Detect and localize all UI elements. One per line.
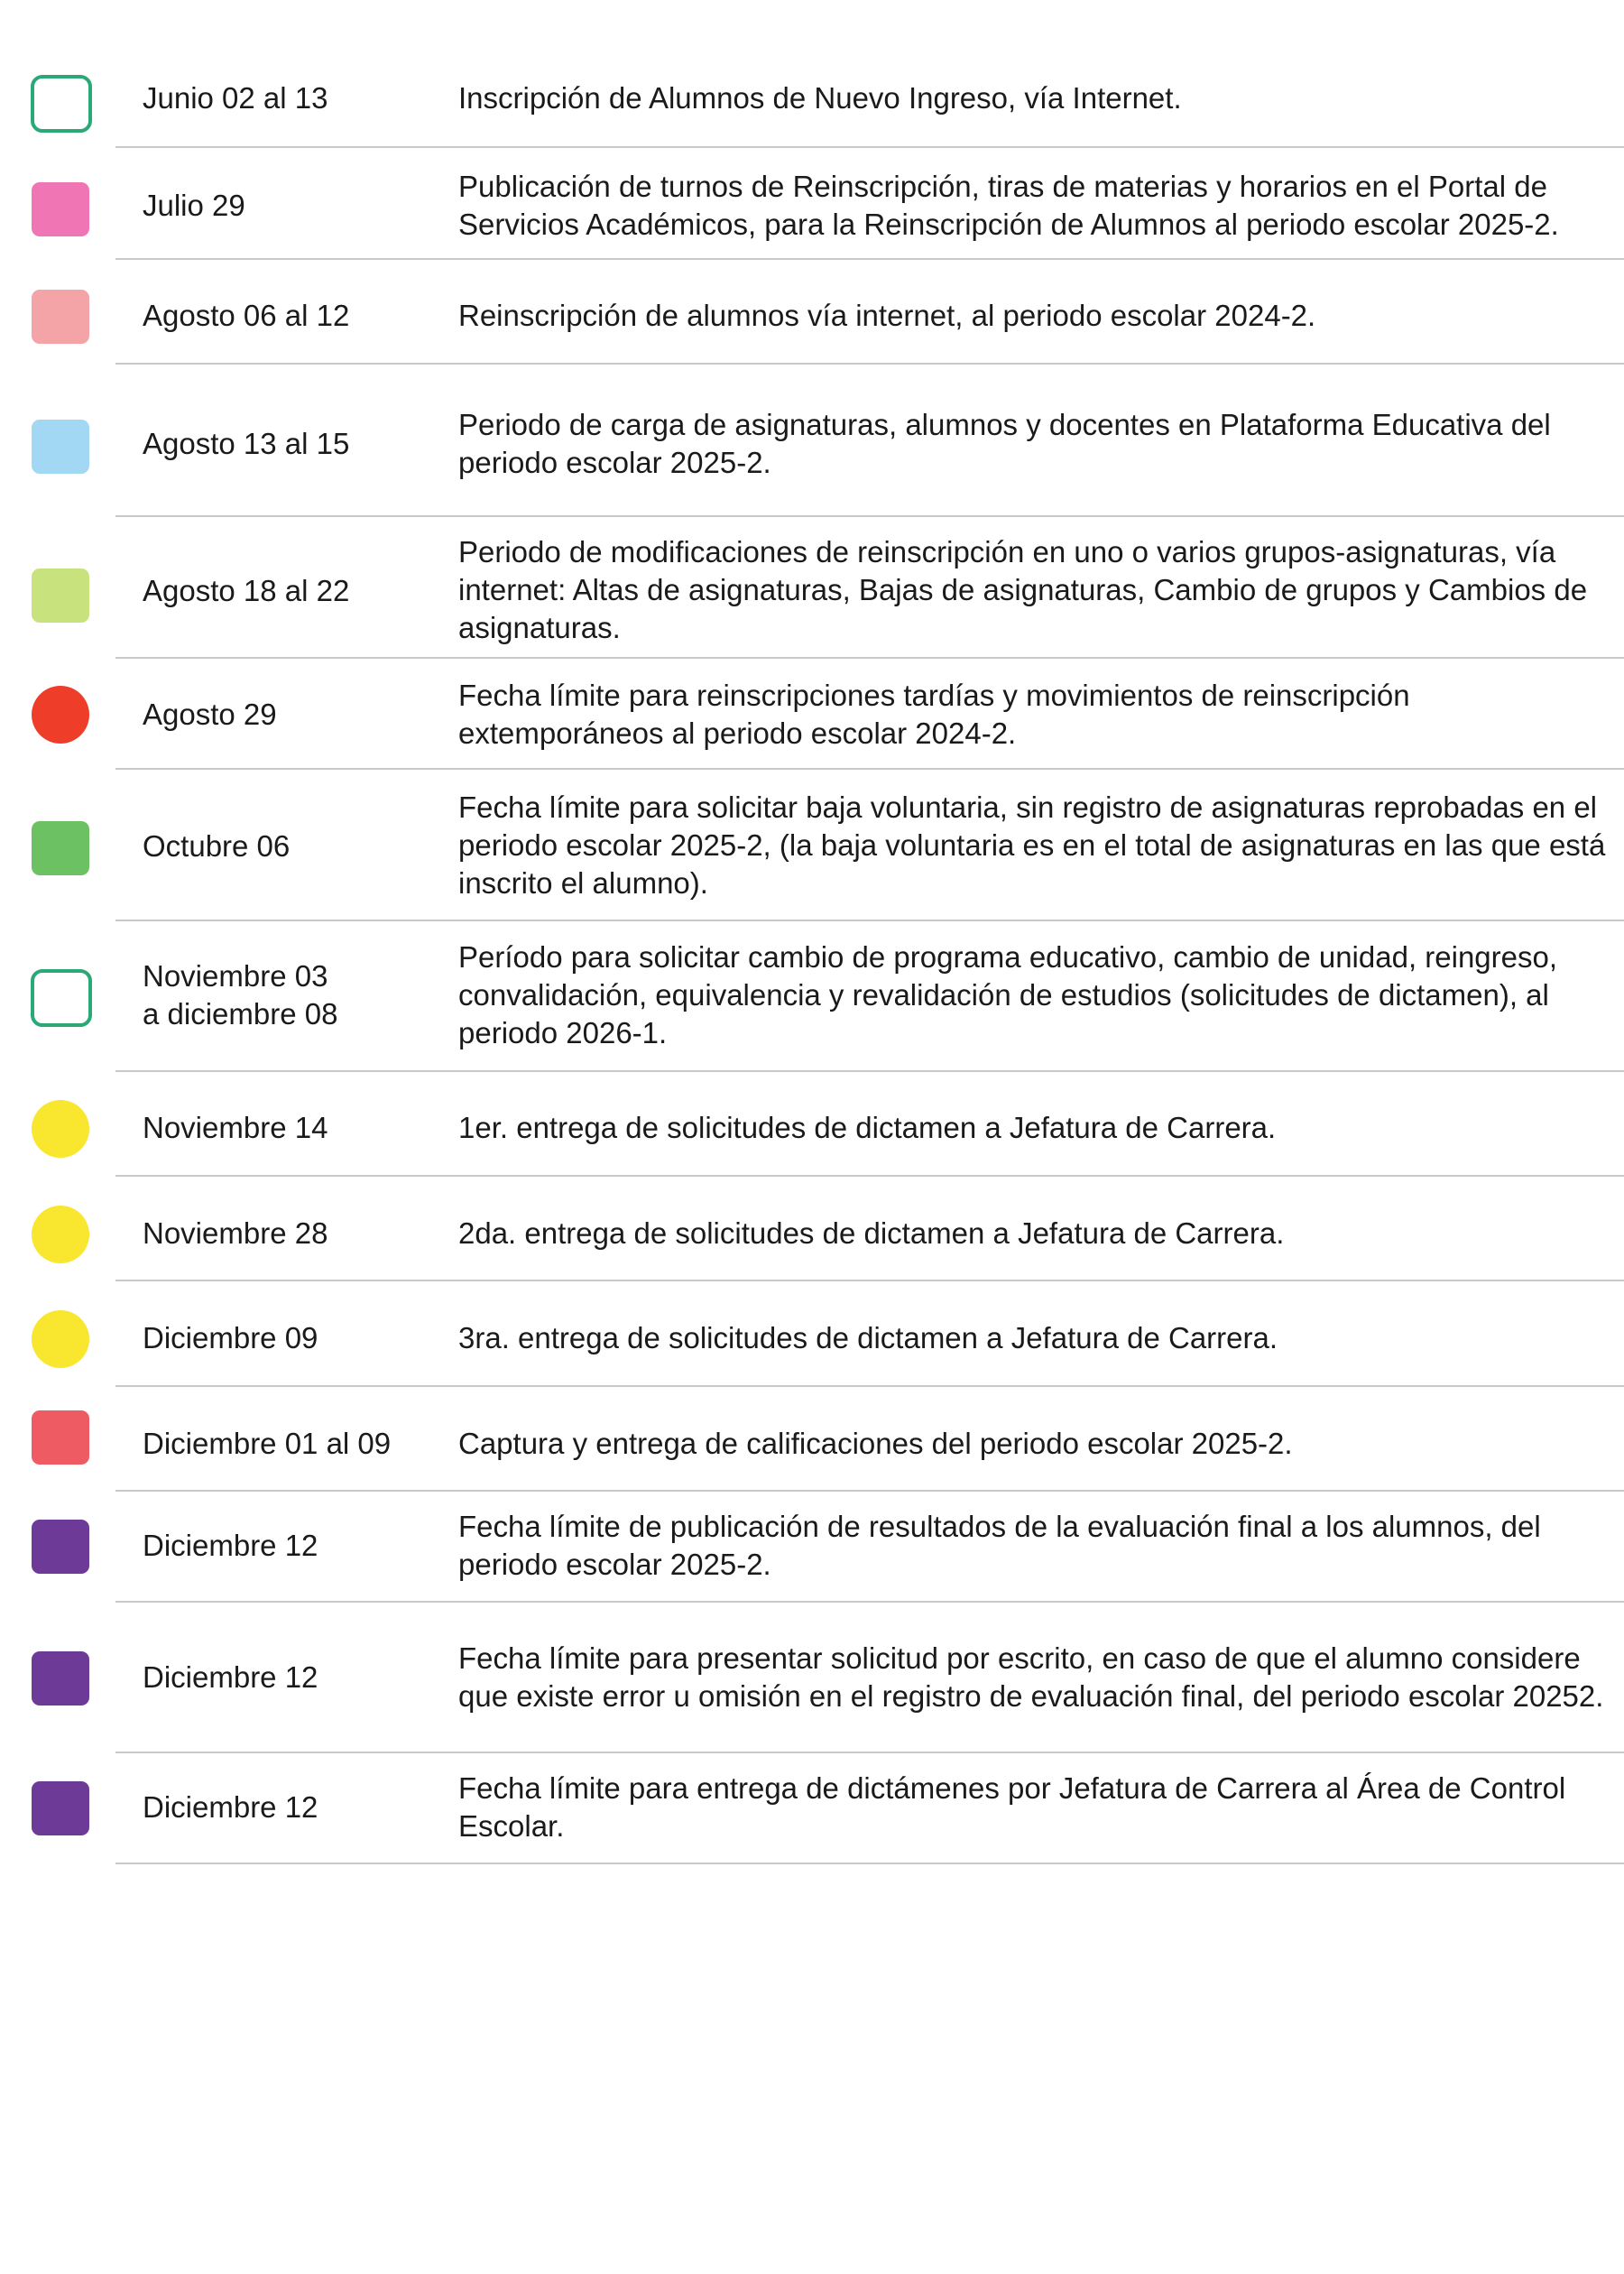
event-date: Noviembre 03 a diciembre 08	[143, 959, 338, 1031]
event-description: 3ra. entrega de solicitudes de dictamen a Jefatura de Carrera.	[458, 1321, 1278, 1354]
color-marker-square	[32, 568, 89, 623]
row-divider	[115, 1070, 1624, 1072]
event-description: Período para solicitar cambio de programa educativo, cambio de unidad, reingreso, convalidación, equivalencia y revalidación de estudios (solicitudes de dictamen), al periodo 2026-1.	[458, 940, 1558, 1049]
row-divider	[115, 1175, 1624, 1177]
color-marker-circle	[32, 1206, 89, 1263]
event-description: 1er. entrega de solicitudes de dictamen a Jefatura de Carrera.	[458, 1111, 1277, 1144]
event-description: Reinscripción de alumnos vía internet, al periodo escolar 2024-2.	[458, 299, 1316, 332]
row-divider	[115, 1752, 1624, 1753]
row-divider	[115, 1601, 1624, 1603]
event-date: Agosto 18 al 22	[143, 574, 350, 607]
color-marker-square	[32, 1651, 89, 1706]
color-marker-square	[32, 1410, 89, 1465]
event-date: Agosto 29	[143, 698, 277, 731]
color-marker-square	[32, 420, 89, 474]
color-marker-square	[32, 182, 89, 236]
event-date: Agosto 06 al 12	[143, 299, 350, 332]
row-divider	[115, 657, 1624, 659]
row-divider	[115, 768, 1624, 770]
event-description: Fecha límite para reinscripciones tardías y movimientos de reinscripción extemporáneos al periodo escolar 2024-2.	[458, 679, 1410, 750]
color-marker-circle	[32, 1100, 89, 1158]
color-marker-square	[32, 821, 89, 875]
event-date: Julio 29	[143, 189, 245, 222]
event-date: Diciembre 12	[143, 1529, 318, 1562]
event-description: Fecha límite para solicitar baja voluntaria, sin registro de asignaturas reprobadas en el periodo escolar 2025-2, (la baja voluntaria es en el total de asignaturas en las que está inscrito el alumno).	[458, 790, 1606, 900]
event-description: Periodo de modificaciones de reinscripción en uno o varios grupos-asignaturas, vía internet: Altas de asignaturas, Bajas de asignaturas, Cambio de grupos y Cambios de asignaturas.	[458, 535, 1588, 644]
color-marker-outline	[31, 75, 92, 133]
color-marker-outline	[31, 969, 92, 1027]
event-description: Fecha límite de publicación de resultados de la evaluación final a los alumnos, del periodo escolar 2025-2.	[458, 1510, 1541, 1581]
event-date: Noviembre 28	[143, 1216, 328, 1250]
row-divider	[115, 146, 1624, 148]
color-marker-circle	[32, 1310, 89, 1368]
event-date: Noviembre 14	[143, 1111, 328, 1144]
event-description: 2da. entrega de solicitudes de dictamen a Jefatura de Carrera.	[458, 1216, 1285, 1250]
row-divider	[115, 920, 1624, 921]
row-divider	[115, 1280, 1624, 1281]
color-marker-square	[32, 1520, 89, 1574]
event-date: Agosto 13 al 15	[143, 427, 350, 460]
event-description: Fecha límite para entrega de dictámenes por Jefatura de Carrera al Área de Control Escolar.	[458, 1771, 1566, 1843]
event-date: Diciembre 12	[143, 1660, 318, 1694]
row-divider	[115, 1385, 1624, 1387]
event-description: Inscripción de Alumnos de Nuevo Ingreso, vía Internet.	[458, 81, 1182, 115]
event-description: Captura y entrega de calificaciones del periodo escolar 2025-2.	[458, 1427, 1293, 1460]
color-marker-circle	[32, 686, 89, 744]
row-divider	[115, 363, 1624, 365]
event-date: Diciembre 01 al 09	[143, 1427, 392, 1460]
row-divider	[115, 258, 1624, 260]
event-description: Periodo de carga de asignaturas, alumnos y docentes en Plataforma Educativa del periodo escolar 2025-2.	[458, 408, 1551, 479]
event-date: Diciembre 12	[143, 1790, 318, 1824]
row-divider	[115, 515, 1624, 517]
row-divider	[115, 1490, 1624, 1492]
color-marker-square	[32, 1781, 89, 1835]
event-date: Diciembre 09	[143, 1321, 318, 1354]
event-date: Junio 02 al 13	[143, 81, 328, 115]
event-description: Fecha límite para presentar solicitud por escrito, en caso de que el alumno considere que existe error u omisión en el registro de evaluación final, del periodo escolar 20252.	[458, 1641, 1604, 1713]
color-marker-square	[32, 290, 89, 344]
row-divider	[115, 1863, 1624, 1864]
event-date: Octubre 06	[143, 829, 291, 863]
event-description: Publicación de turnos de Reinscripción, tiras de materias y horarios en el Portal de Servicios Académicos, para la Reinscripción de Alumnos al periodo escolar 2025-2.	[458, 170, 1559, 241]
